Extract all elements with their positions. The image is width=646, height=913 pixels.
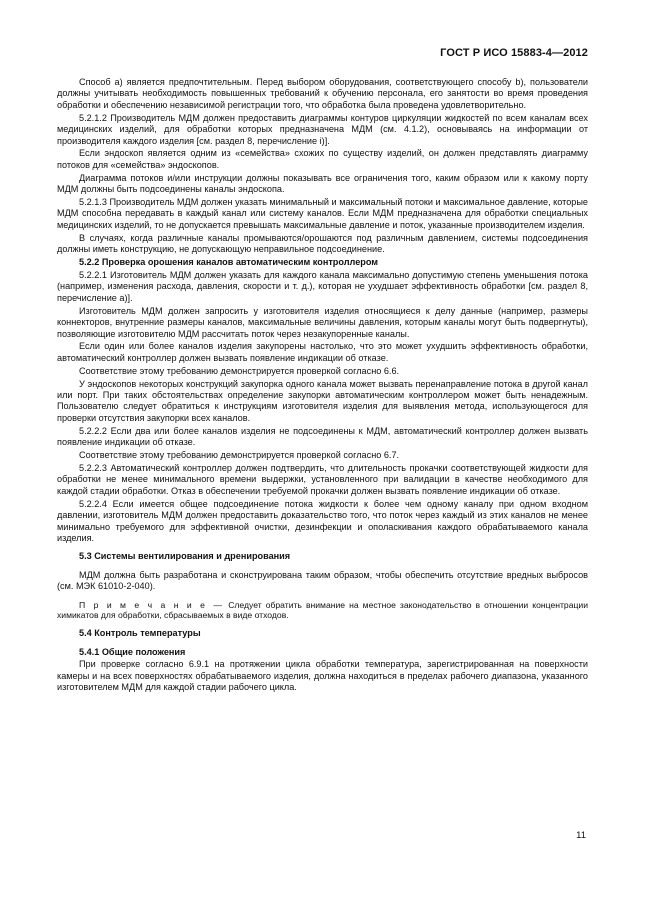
page-number: 11 [576,830,586,841]
document-body [57,77,588,695]
section-heading-5-4-1: 5.4.1 Общие положения [79,646,186,657]
paragraph: 5.2.1.2 Производитель МДМ должен предоставить диаграммы контуров циркуляции жидкостей по всем каналам всех медицинских изделий, для обработки которых предназначена МДМ (см. 4.1.2), основываясь на информации от производителя каждого изделия [см. раздел 8, перечисление i)]. [57,112,588,146]
paragraph: Соответствие этому требованию демонстрируется проверкой согласно 6.6. [79,365,400,376]
standard-header: ГОСТ Р ИСО 15883-4—2012 [440,47,588,59]
note-label: П р и м е ч а н и е — [79,599,225,610]
section-heading-5-3: 5.3 Системы вентилирования и дренирования [79,551,291,562]
paragraph: При проверке согласно 6.9.1 на протяжении цикла обработки температура, зарегистрированная на поверхности камеры и на всех поверхностях обрабатываемого изделия, должна находиться в пределах рабочего диапазона, указанного изготовителем МДМ для каждой стадии рабочего цикла. [57,659,588,693]
paragraph: МДМ должна быть разработана и сконструирована таким образом, чтобы обеспечить отсутствие вредных выбросов (см. МЭК 61010-2-040). [57,569,588,592]
paragraph: В случаях, когда различные каналы промываются/орошаются под различным давлением, системы подсоединения должны иметь конструкцию, не допускающую неправильное подсоединение. [57,232,588,255]
paragraph: 5.2.2.2 Если два или более каналов изделия не подсоединены к МДМ, автоматический контроллер должен вызвать появление индикации об отказе. [57,425,588,448]
section-heading-5-2-2: 5.2.2 Проверка орошения каналов автоматическим контроллером [79,257,379,268]
paragraph: Соответствие этому требованию демонстрируется проверкой согласно 6.7. [79,450,400,461]
paragraph: 5.2.2.1 Изготовитель МДМ должен указать для каждого канала максимально допустимую степень уменьшения потока (например, изменения расхода, давления, скорости и т. д.), которая не ухудшает эффективность обработки [см. раздел 8, перечисление а)]. [57,270,588,303]
paragraph: Изготовитель МДМ должен запросить у изготовителя изделия относящиеся к делу данные (например, размеры коннекторов, внутренние размеры каналов, максимальные величины давления, которым каналы могут быть подвергнуты), позволяющие изготовителю МДМ рассчитать поток через незакупоренные каналы. [57,305,588,339]
paragraph: 5.2.1.3 Производитель МДМ должен указать минимальный и максимальный потоки и максимальное давление, которые МДМ способна передавать в каждый канал или систему каналов. Если МДМ предназначена для обработки специальных медицинских изделий, то не допускается превышать максимальные давление и поток, указанные производителем изделия. [57,197,588,230]
paragraph: У эндоскопов некоторых конструкций закупорка одного канала может вызвать перенаправление потока в другой канал или порт. При таких обстоятельствах определение закупорки автоматическим контроллером может быть ненадежным. Пользователю следует обратиться к инструкциям изготовителя изделия для выявления метода, использующегося для проверки отсутствия закупорки всех каналов. [57,378,588,423]
paragraph: 5.2.2.3 Автоматический контроллер должен подтвердить, что длительность прокачки соответствующей жидкости для обработки не менее минимального времени выдержки, установленного при валидации в качестве необходимого для каждой стадии обработки. Отказ в обеспечении требуемой прокачки должен вызвать появление индикации об отказе. [57,463,588,496]
paragraph: 5.2.2.4 Если имеется общее подсоединение потока жидкости к более чем одному каналу при одном входном давлении, изготовитель МДМ должен предоставить доказательство того, что поток через каждый из этих каналов не менее минимально требуемого для эффективной очистки, дезинфекции и ополаскивания каждого обрабатываемого канала изделия. [57,498,588,543]
section-heading-5-4: 5.4 Контроль температуры [79,628,201,639]
paragraph: Диаграмма потоков и/или инструкции должны показывать все ограничения того, каким образом или к какому порту МДМ должны быть подсоединены каналы эндоскопа. [57,172,588,195]
note-text: Следует обратить внимание на местное законодательство в отношении концентрации химикатов для обработки, сбрасываемых в виде отходов. [57,599,589,621]
note [57,600,588,622]
paragraph: Если один или более каналов изделия закупорены настолько, что это может ухудшить эффективность обработки, автоматический контроллер должен вызвать появление индикации об отказе. [57,341,588,363]
paragraph: Способ а) является предпочтительным. Перед выбором оборудования, соответствующего способу b), пользователи должны учитывать необходимость повышенных требований к обучению персонала, его занятости во время проведения обработки и обеспечению независимой регистрации того, что обработка была проведена удовлетворительно. [57,77,588,110]
paragraph: Если эндоскоп является одним из «семейства» схожих по существу изделий, он должен представлять диаграмму потоков для «семейства» эндоскопов. [57,148,588,170]
